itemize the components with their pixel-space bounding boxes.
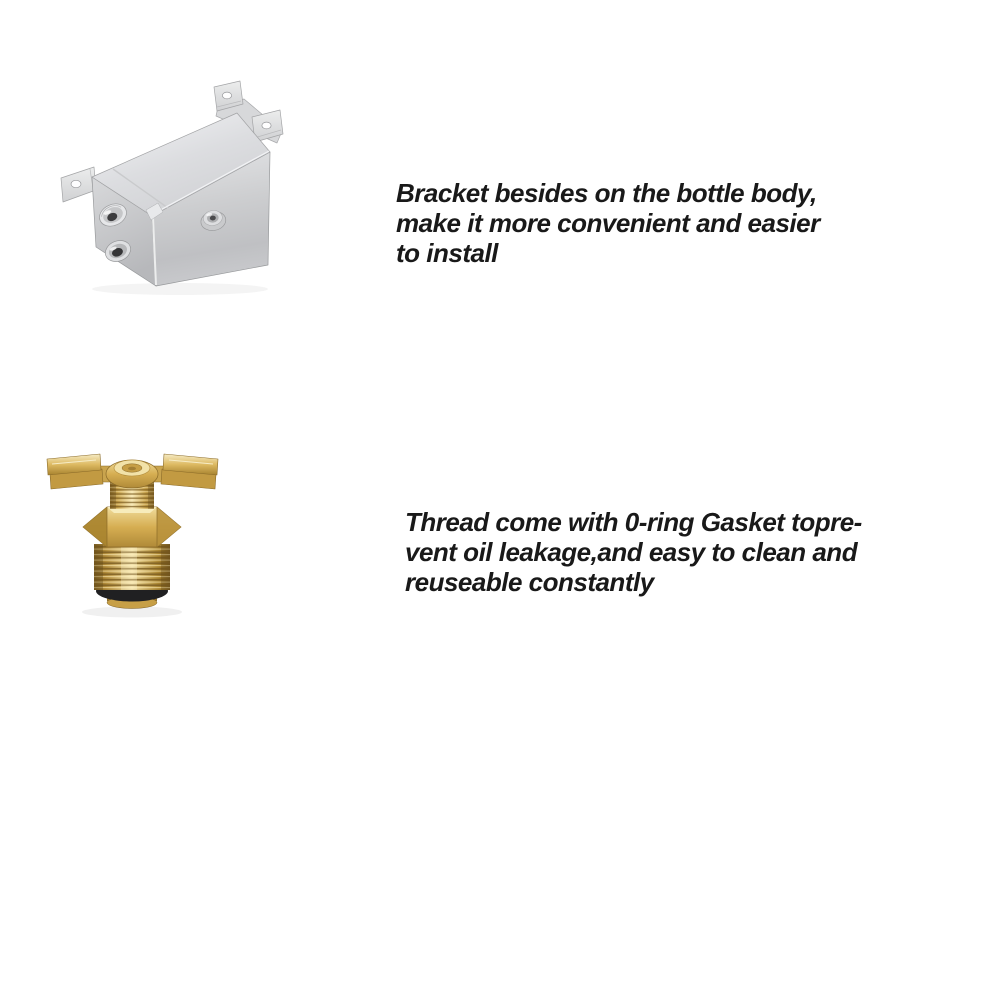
caption-line: Bracket besides on the bottle body,: [396, 178, 817, 208]
caption-line: vent oil leakage,and easy to clean and: [405, 537, 858, 567]
caption-line: to install: [396, 238, 498, 268]
wing-handle: [47, 454, 218, 489]
side-mounting-bracket: [61, 167, 96, 202]
product-photo-drain-valve: [20, 430, 250, 630]
caption-line: reuseable constantly: [405, 567, 654, 597]
feature-caption-bracket: [396, 178, 820, 268]
product-photo-overflow-tank: [50, 80, 370, 300]
drain-valve-illustration: [20, 430, 250, 630]
overflow-tank-illustration: [50, 80, 370, 300]
caption-line: make it more convenient and easier: [396, 208, 820, 238]
feature-caption-thread: [405, 507, 862, 597]
hex-nut: [83, 507, 181, 547]
threaded-body: [94, 544, 170, 590]
tank-shadow: [92, 283, 268, 295]
caption-line: Thread come with 0-ring Gasket topre-: [405, 507, 862, 537]
